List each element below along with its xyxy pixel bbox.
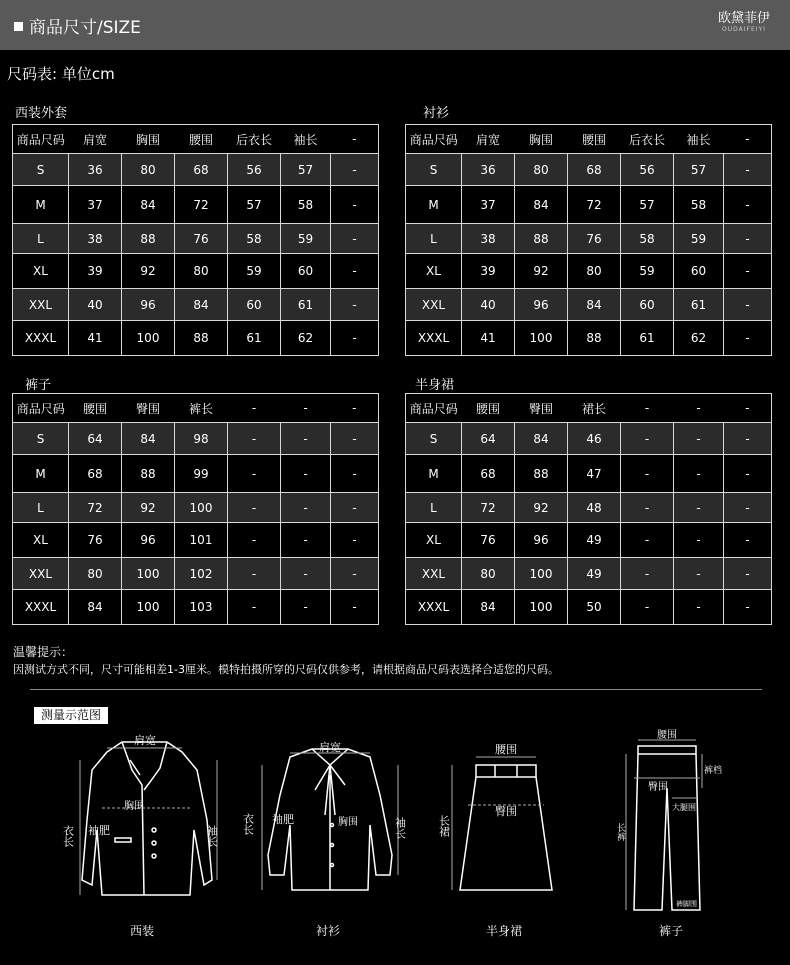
value-cell: - bbox=[724, 154, 772, 186]
value-cell: 61 bbox=[674, 289, 724, 321]
size-table-suit bbox=[12, 124, 379, 356]
value-cell: 58 bbox=[228, 224, 281, 254]
value-cell: 80 bbox=[175, 254, 228, 289]
value-cell: 58 bbox=[674, 186, 724, 224]
size-cell: L bbox=[13, 224, 69, 254]
size-cell: S bbox=[13, 154, 69, 186]
value-cell: 41 bbox=[69, 321, 122, 356]
value-cell: 88 bbox=[122, 224, 175, 254]
value-cell: 40 bbox=[462, 289, 515, 321]
shirt-diagram bbox=[240, 735, 420, 910]
column-header: 肩宽 bbox=[69, 125, 122, 154]
column-header: 裤长 bbox=[175, 394, 228, 423]
brand-logo bbox=[718, 12, 770, 34]
column-header: - bbox=[228, 394, 281, 423]
value-cell: - bbox=[228, 590, 281, 625]
column-header: 后衣长 bbox=[621, 125, 674, 154]
value-cell: - bbox=[331, 186, 379, 224]
value-cell: 96 bbox=[515, 523, 568, 558]
value-cell: 60 bbox=[281, 254, 331, 289]
value-cell: 84 bbox=[462, 590, 515, 625]
table-row bbox=[406, 154, 772, 186]
value-cell: - bbox=[331, 154, 379, 186]
value-cell: 60 bbox=[621, 289, 674, 321]
table-row bbox=[406, 455, 772, 493]
value-cell: 80 bbox=[462, 558, 515, 590]
value-cell: - bbox=[724, 254, 772, 289]
value-cell: 99 bbox=[175, 455, 228, 493]
header-title bbox=[14, 13, 141, 38]
size-cell: S bbox=[13, 423, 69, 455]
value-cell: 68 bbox=[175, 154, 228, 186]
size-cell: M bbox=[406, 186, 462, 224]
table-row bbox=[13, 455, 379, 493]
column-header: 臀围 bbox=[122, 394, 175, 423]
size-table-pants bbox=[12, 393, 379, 625]
size-cell: XXXL bbox=[406, 321, 462, 356]
value-cell: - bbox=[674, 455, 724, 493]
column-header: 商品尺码 bbox=[406, 394, 462, 423]
value-cell: 56 bbox=[621, 154, 674, 186]
table-row bbox=[13, 321, 379, 356]
shirt-label-length: 衣长 bbox=[241, 813, 255, 835]
suit-label-length: 衣长 bbox=[61, 825, 75, 847]
table-header-row bbox=[13, 125, 379, 154]
column-header: - bbox=[331, 125, 379, 154]
column-header: 胸围 bbox=[122, 125, 175, 154]
suit-diagram bbox=[62, 730, 232, 910]
column-header: - bbox=[621, 394, 674, 423]
value-cell: - bbox=[621, 455, 674, 493]
size-cell: L bbox=[406, 224, 462, 254]
size-cell: L bbox=[13, 493, 69, 523]
value-cell: 64 bbox=[462, 423, 515, 455]
size-cell: XXL bbox=[13, 558, 69, 590]
value-cell: 84 bbox=[515, 186, 568, 224]
value-cell: 100 bbox=[515, 321, 568, 356]
size-table-shirt bbox=[405, 124, 772, 356]
size-cell: S bbox=[406, 154, 462, 186]
value-cell: 60 bbox=[228, 289, 281, 321]
divider bbox=[30, 689, 762, 690]
value-cell: 57 bbox=[621, 186, 674, 224]
value-cell: 101 bbox=[175, 523, 228, 558]
skirt-label-waist: 腰围 bbox=[495, 743, 517, 756]
skirt-label-length: 长裙 bbox=[437, 815, 451, 837]
value-cell: 36 bbox=[69, 154, 122, 186]
value-cell: 59 bbox=[228, 254, 281, 289]
value-cell: 76 bbox=[175, 224, 228, 254]
value-cell: 72 bbox=[69, 493, 122, 523]
pants-label-hem: 裤脚围 bbox=[676, 900, 697, 908]
value-cell: - bbox=[228, 455, 281, 493]
value-cell: - bbox=[724, 224, 772, 254]
column-header: - bbox=[281, 394, 331, 423]
column-header: 腰围 bbox=[175, 125, 228, 154]
value-cell: 84 bbox=[69, 590, 122, 625]
table-row bbox=[406, 590, 772, 625]
value-cell: 61 bbox=[281, 289, 331, 321]
figure-name-shirt: 衬衫 bbox=[315, 924, 340, 938]
suit-label-shoulder: 肩宽 bbox=[134, 734, 156, 747]
value-cell: 58 bbox=[281, 186, 331, 224]
value-cell: 60 bbox=[674, 254, 724, 289]
figure-name-suit: 西装 bbox=[129, 924, 154, 938]
value-cell: - bbox=[621, 523, 674, 558]
value-cell: - bbox=[281, 523, 331, 558]
column-header: - bbox=[724, 125, 772, 154]
value-cell: 80 bbox=[568, 254, 621, 289]
table-title-shirt: 衬衫 bbox=[423, 106, 450, 121]
value-cell: 49 bbox=[568, 523, 621, 558]
shirt-label-shoulder: 肩宽 bbox=[319, 741, 341, 754]
value-cell: 50 bbox=[568, 590, 621, 625]
skirt-label-hip: 臀围 bbox=[495, 805, 517, 818]
column-header: 后衣长 bbox=[228, 125, 281, 154]
value-cell: 49 bbox=[568, 558, 621, 590]
size-cell: S bbox=[406, 423, 462, 455]
table-row bbox=[406, 523, 772, 558]
pants-label-waist: 腰围 bbox=[657, 730, 677, 741]
value-cell: 80 bbox=[69, 558, 122, 590]
value-cell: - bbox=[281, 455, 331, 493]
value-cell: - bbox=[331, 254, 379, 289]
tips-title: 温馨提示： bbox=[13, 645, 74, 659]
value-cell: 88 bbox=[175, 321, 228, 356]
value-cell: - bbox=[331, 455, 379, 493]
column-header: 腰围 bbox=[568, 125, 621, 154]
value-cell: - bbox=[331, 321, 379, 356]
value-cell: - bbox=[228, 523, 281, 558]
value-cell: 84 bbox=[122, 186, 175, 224]
value-cell: 46 bbox=[568, 423, 621, 455]
column-header: - bbox=[331, 394, 379, 423]
pants-label-rise: 裤档 bbox=[704, 766, 723, 776]
size-cell: M bbox=[406, 455, 462, 493]
value-cell: 61 bbox=[228, 321, 281, 356]
value-cell: - bbox=[724, 321, 772, 356]
value-cell: - bbox=[674, 423, 724, 455]
value-cell: 76 bbox=[568, 224, 621, 254]
shirt-label-chest: 胸围 bbox=[338, 817, 358, 828]
column-header: 裙长 bbox=[568, 394, 621, 423]
value-cell: - bbox=[281, 558, 331, 590]
size-cell: XXL bbox=[13, 289, 69, 321]
value-cell: 84 bbox=[175, 289, 228, 321]
value-cell: - bbox=[724, 493, 772, 523]
size-cell: XXL bbox=[406, 558, 462, 590]
value-cell: - bbox=[331, 224, 379, 254]
value-cell: - bbox=[228, 558, 281, 590]
value-cell: - bbox=[674, 493, 724, 523]
value-cell: 39 bbox=[69, 254, 122, 289]
pants-label-hip: 臀围 bbox=[648, 782, 668, 793]
table-row bbox=[406, 423, 772, 455]
size-cell: XXXL bbox=[13, 321, 69, 356]
column-header: 商品尺码 bbox=[406, 125, 462, 154]
size-table-skirt bbox=[405, 393, 772, 625]
value-cell: 76 bbox=[69, 523, 122, 558]
value-cell: 84 bbox=[568, 289, 621, 321]
value-cell: 103 bbox=[175, 590, 228, 625]
pants-label-length: 长裤 bbox=[615, 823, 625, 841]
column-header: 胸围 bbox=[515, 125, 568, 154]
value-cell: 96 bbox=[122, 289, 175, 321]
table-row bbox=[406, 558, 772, 590]
value-cell: 88 bbox=[515, 455, 568, 493]
column-header: 商品尺码 bbox=[13, 125, 69, 154]
value-cell: 72 bbox=[568, 186, 621, 224]
value-cell: 84 bbox=[122, 423, 175, 455]
value-cell: 57 bbox=[674, 154, 724, 186]
value-cell: 39 bbox=[462, 254, 515, 289]
value-cell: - bbox=[331, 493, 379, 523]
value-cell: 98 bbox=[175, 423, 228, 455]
value-cell: 96 bbox=[122, 523, 175, 558]
value-cell: 72 bbox=[175, 186, 228, 224]
value-cell: - bbox=[674, 558, 724, 590]
size-cell: XXXL bbox=[13, 590, 69, 625]
value-cell: - bbox=[674, 590, 724, 625]
value-cell: - bbox=[724, 455, 772, 493]
value-cell: 100 bbox=[122, 558, 175, 590]
size-cell: XL bbox=[406, 523, 462, 558]
value-cell: 37 bbox=[462, 186, 515, 224]
table-header-row bbox=[13, 394, 379, 423]
value-cell: - bbox=[621, 493, 674, 523]
value-cell: - bbox=[331, 523, 379, 558]
value-cell: 38 bbox=[462, 224, 515, 254]
suit-label-sleeve: 袖长 bbox=[205, 825, 219, 847]
table-row bbox=[13, 523, 379, 558]
value-cell: - bbox=[724, 186, 772, 224]
value-cell: - bbox=[724, 289, 772, 321]
value-cell: 59 bbox=[674, 224, 724, 254]
value-cell: 100 bbox=[122, 321, 175, 356]
value-cell: - bbox=[621, 558, 674, 590]
value-cell: 40 bbox=[69, 289, 122, 321]
table-row bbox=[13, 493, 379, 523]
value-cell: - bbox=[331, 558, 379, 590]
column-header: - bbox=[674, 394, 724, 423]
table-row bbox=[406, 254, 772, 289]
value-cell: - bbox=[724, 423, 772, 455]
size-cell: XL bbox=[13, 523, 69, 558]
value-cell: 100 bbox=[515, 558, 568, 590]
value-cell: 100 bbox=[122, 590, 175, 625]
size-cell: XL bbox=[13, 254, 69, 289]
value-cell: 100 bbox=[175, 493, 228, 523]
value-cell: 48 bbox=[568, 493, 621, 523]
figure-name-pants: 裤子 bbox=[658, 924, 683, 938]
value-cell: 100 bbox=[515, 590, 568, 625]
table-row bbox=[406, 493, 772, 523]
value-cell: 84 bbox=[515, 423, 568, 455]
value-cell: 96 bbox=[515, 289, 568, 321]
table-row bbox=[406, 186, 772, 224]
value-cell: - bbox=[281, 493, 331, 523]
value-cell: 92 bbox=[122, 493, 175, 523]
table-row bbox=[406, 321, 772, 356]
shirt-label-sleeve-width: 袖肥 bbox=[272, 813, 294, 826]
column-header: 臀围 bbox=[515, 394, 568, 423]
value-cell: 72 bbox=[462, 493, 515, 523]
value-cell: 68 bbox=[568, 154, 621, 186]
measure-diagram-label: 测量示范图 bbox=[34, 707, 108, 724]
value-cell: - bbox=[281, 590, 331, 625]
table-title-pants: 裤子 bbox=[25, 378, 52, 393]
value-cell: 62 bbox=[281, 321, 331, 356]
value-cell: 68 bbox=[69, 455, 122, 493]
value-cell: 59 bbox=[281, 224, 331, 254]
brand-logo-text: 欧黛菲伊 bbox=[717, 11, 770, 26]
value-cell: 92 bbox=[515, 493, 568, 523]
size-cell: XXXL bbox=[406, 590, 462, 625]
table-row bbox=[13, 154, 379, 186]
table-row bbox=[13, 224, 379, 254]
table-row bbox=[13, 423, 379, 455]
table-row bbox=[13, 590, 379, 625]
table-row bbox=[13, 254, 379, 289]
value-cell: - bbox=[228, 493, 281, 523]
value-cell: 80 bbox=[122, 154, 175, 186]
size-cell: M bbox=[13, 186, 69, 224]
suit-label-sleeve-width: 袖肥 bbox=[88, 824, 110, 837]
header-title-text: 商品尺寸/SIZE bbox=[29, 18, 141, 38]
value-cell: - bbox=[724, 523, 772, 558]
value-cell: 62 bbox=[674, 321, 724, 356]
table-row bbox=[13, 186, 379, 224]
value-cell: 57 bbox=[228, 186, 281, 224]
suit-label-chest: 胸围 bbox=[124, 801, 144, 812]
value-cell: - bbox=[621, 590, 674, 625]
value-cell: 92 bbox=[122, 254, 175, 289]
value-cell: 56 bbox=[228, 154, 281, 186]
value-cell: 37 bbox=[69, 186, 122, 224]
value-cell: 41 bbox=[462, 321, 515, 356]
table-row bbox=[13, 289, 379, 321]
size-cell: XXL bbox=[406, 289, 462, 321]
column-header: - bbox=[724, 394, 772, 423]
table-header-row bbox=[406, 394, 772, 423]
value-cell: 92 bbox=[515, 254, 568, 289]
value-cell: 59 bbox=[621, 254, 674, 289]
value-cell: - bbox=[331, 289, 379, 321]
value-cell: 64 bbox=[69, 423, 122, 455]
brand-logo-subtext: OUDAIFEIYI bbox=[722, 26, 766, 33]
value-cell: 88 bbox=[515, 224, 568, 254]
skirt-diagram bbox=[437, 735, 570, 900]
value-cell: 88 bbox=[122, 455, 175, 493]
value-cell: 47 bbox=[568, 455, 621, 493]
column-header: 腰围 bbox=[69, 394, 122, 423]
figure-name-skirt: 半身裙 bbox=[485, 924, 522, 938]
value-cell: 88 bbox=[568, 321, 621, 356]
value-cell: - bbox=[724, 558, 772, 590]
size-cell: M bbox=[13, 455, 69, 493]
unit-label: 尺码表: 单位cm bbox=[7, 65, 115, 83]
value-cell: 80 bbox=[515, 154, 568, 186]
pants-label-thigh: 大腿围 bbox=[672, 803, 696, 812]
column-header: 袖长 bbox=[281, 125, 331, 154]
table-row bbox=[13, 558, 379, 590]
value-cell: 76 bbox=[462, 523, 515, 558]
value-cell: 61 bbox=[621, 321, 674, 356]
column-header: 商品尺码 bbox=[13, 394, 69, 423]
value-cell: - bbox=[331, 590, 379, 625]
header-bar bbox=[0, 0, 790, 50]
column-header: 腰围 bbox=[462, 394, 515, 423]
value-cell: - bbox=[621, 423, 674, 455]
value-cell: - bbox=[228, 423, 281, 455]
value-cell: 38 bbox=[69, 224, 122, 254]
shirt-label-sleeve: 袖长 bbox=[393, 817, 407, 839]
size-cell: XL bbox=[406, 254, 462, 289]
table-row bbox=[406, 224, 772, 254]
table-title-suit: 西装外套 bbox=[15, 106, 68, 121]
size-cell: L bbox=[406, 493, 462, 523]
column-header: 肩宽 bbox=[462, 125, 515, 154]
square-bullet-icon bbox=[14, 22, 23, 31]
table-header-row bbox=[406, 125, 772, 154]
value-cell: - bbox=[281, 423, 331, 455]
table-title-skirt: 半身裙 bbox=[415, 378, 455, 393]
value-cell: 58 bbox=[621, 224, 674, 254]
value-cell: - bbox=[724, 590, 772, 625]
tips-text: 因测试方式不同，尺寸可能相差1-3厘米。模特拍摄所穿的尺码仅供参考，请根据商品尺码表选择合适您的尺码。 bbox=[13, 663, 559, 676]
value-cell: - bbox=[674, 523, 724, 558]
value-cell: - bbox=[331, 423, 379, 455]
pants-diagram bbox=[615, 728, 750, 918]
value-cell: 57 bbox=[281, 154, 331, 186]
column-header: 袖长 bbox=[674, 125, 724, 154]
value-cell: 102 bbox=[175, 558, 228, 590]
table-row bbox=[406, 289, 772, 321]
value-cell: 36 bbox=[462, 154, 515, 186]
value-cell: 68 bbox=[462, 455, 515, 493]
